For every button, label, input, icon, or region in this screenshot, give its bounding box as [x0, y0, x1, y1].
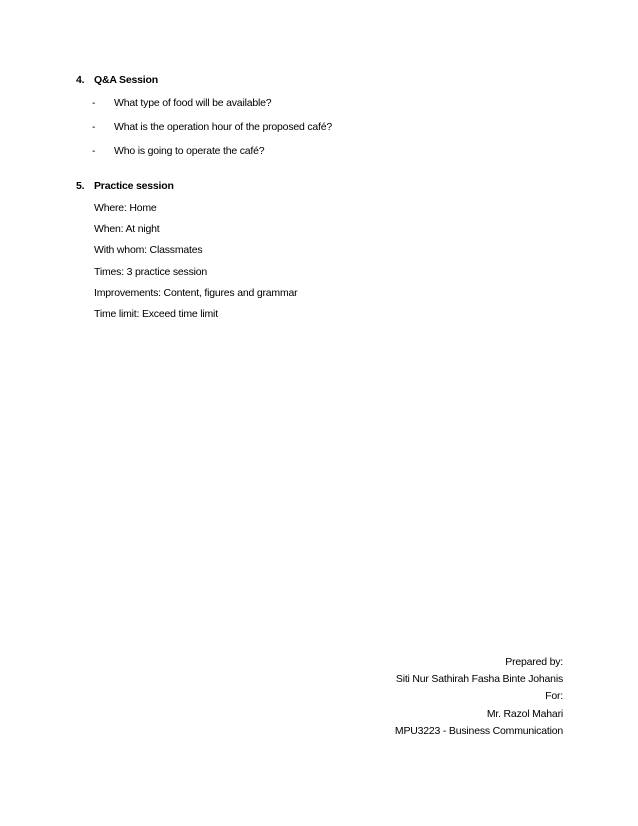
practice-line: Where: Home	[94, 201, 157, 214]
practice-number: 5.	[76, 180, 85, 192]
qa-number: 4.	[76, 74, 85, 86]
qa-item-text: Who is going to operate the café?	[114, 145, 265, 157]
dash-marker: -	[92, 121, 96, 133]
practice-line: Times: 3 practice session	[94, 265, 208, 278]
qa-title: Q&A Session	[94, 74, 158, 86]
qa-item-text: What type of food will be available?	[114, 97, 272, 109]
dash-marker: -	[92, 97, 96, 109]
qa-heading	[76, 69, 576, 91]
practice-heading	[76, 175, 576, 197]
prepared-by-block	[263, 654, 563, 740]
qa-item	[76, 139, 576, 163]
for-label: For:	[545, 690, 563, 703]
qa-item-text: What is the operation hour of the proposed café?	[114, 121, 333, 133]
qa-section	[76, 69, 576, 163]
practice-line: With whom: Classmates	[94, 244, 203, 257]
dash-marker: -	[92, 145, 96, 157]
qa-item	[76, 115, 576, 139]
course-name: MPU3223 - Business Communication	[394, 724, 563, 737]
qa-item	[76, 91, 576, 115]
practice-line: When: At night	[94, 222, 160, 235]
practice-line: Improvements: Content, figures and grammar	[94, 286, 298, 299]
practice-section	[76, 175, 576, 325]
recipient-name: Mr. Razol Mahari	[486, 707, 563, 720]
prepared-by-label: Prepared by:	[505, 656, 563, 668]
practice-line: Time limit: Exceed time limit	[94, 308, 218, 321]
practice-title: Practice session	[94, 180, 174, 192]
author-name: Siti Nur Sathirah Fasha Binte Johanis	[395, 673, 563, 686]
